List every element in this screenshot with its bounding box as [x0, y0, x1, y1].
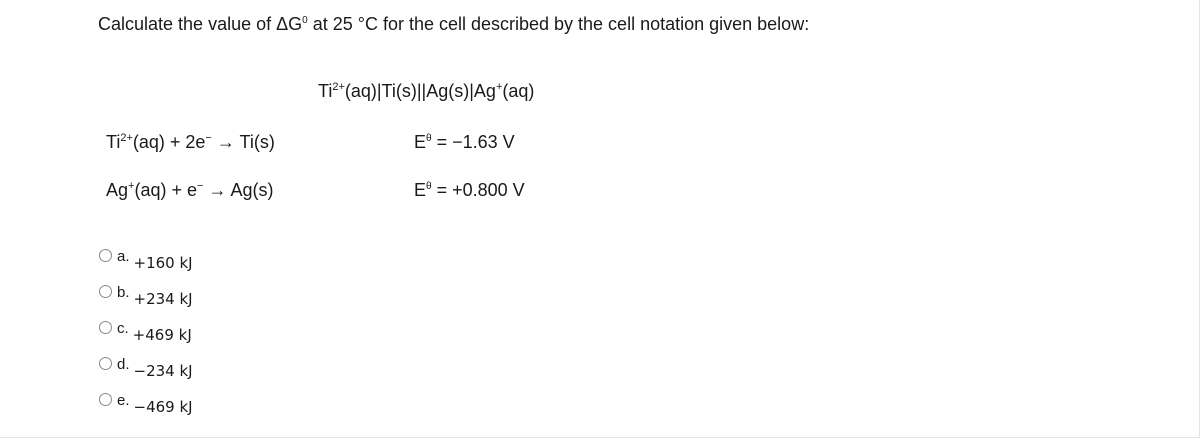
- answer-choices: [99, 248, 193, 428]
- potential-ti: [414, 132, 515, 153]
- electron-charge: −: [205, 132, 212, 144]
- choice-value: +469 kJ: [132, 326, 192, 344]
- choice-c[interactable]: [99, 320, 193, 356]
- potential-symbol: E: [414, 132, 427, 152]
- question-text: [98, 12, 809, 36]
- delta-g-superscript: 0: [302, 15, 308, 26]
- radio-button-d[interactable]: [99, 357, 112, 370]
- potential-value: = −1.63 V: [431, 132, 515, 152]
- half-reaction-charge: 2+: [120, 132, 133, 144]
- choice-value: +234 kJ: [133, 290, 193, 308]
- half-reaction-species: Ag: [106, 180, 129, 200]
- choice-a[interactable]: [99, 248, 193, 284]
- notation-end: (aq): [502, 81, 535, 101]
- potential-ag: [414, 180, 525, 201]
- potential-standard-mark: θ: [426, 133, 432, 144]
- radio-button-b[interactable]: [99, 285, 112, 298]
- half-reaction-ag: [106, 180, 273, 201]
- choice-value: −469 kJ: [133, 398, 193, 416]
- radio-button-c[interactable]: [99, 321, 112, 334]
- half-reaction-charge: +: [128, 180, 135, 192]
- potential-value: = +0.800 V: [431, 180, 525, 200]
- radio-button-a[interactable]: [99, 249, 112, 262]
- choice-value: −234 kJ: [133, 362, 193, 380]
- choice-letter: b.: [117, 284, 130, 301]
- choice-letter: c.: [117, 320, 129, 337]
- question-text-before: Calculate the value of ΔG: [98, 14, 303, 34]
- choice-letter: d.: [117, 356, 130, 373]
- half-reaction-product: → Ti(s): [211, 132, 275, 152]
- cell-notation: [318, 81, 534, 102]
- choice-letter: e.: [117, 392, 130, 409]
- choice-b[interactable]: [99, 284, 193, 320]
- notation-ag-charge: +: [495, 81, 503, 93]
- half-reaction-product: → Ag(s): [203, 180, 274, 200]
- choice-e[interactable]: [99, 392, 193, 428]
- notation-ti: Ti: [318, 81, 333, 101]
- choice-value: +160 kJ: [133, 254, 193, 272]
- half-reaction-ti: [106, 132, 275, 153]
- half-reaction-rest: (aq) + e: [134, 180, 198, 200]
- choice-d[interactable]: [99, 356, 193, 392]
- notation-ti-charge: 2+: [332, 81, 345, 93]
- choice-letter: a.: [117, 248, 130, 265]
- potential-symbol: E: [414, 180, 427, 200]
- potential-standard-mark: θ: [426, 181, 432, 192]
- notation-middle: (aq)|Ti(s)||Ag(s)|Ag: [344, 81, 496, 101]
- electron-charge: −: [197, 180, 204, 192]
- radio-button-e[interactable]: [99, 393, 112, 406]
- half-reaction-species: Ti: [106, 132, 121, 152]
- half-reaction-rest: (aq) + 2e: [132, 132, 206, 152]
- question-text-after: at 25 °C for the cell described by the cell notation given below:: [307, 14, 810, 34]
